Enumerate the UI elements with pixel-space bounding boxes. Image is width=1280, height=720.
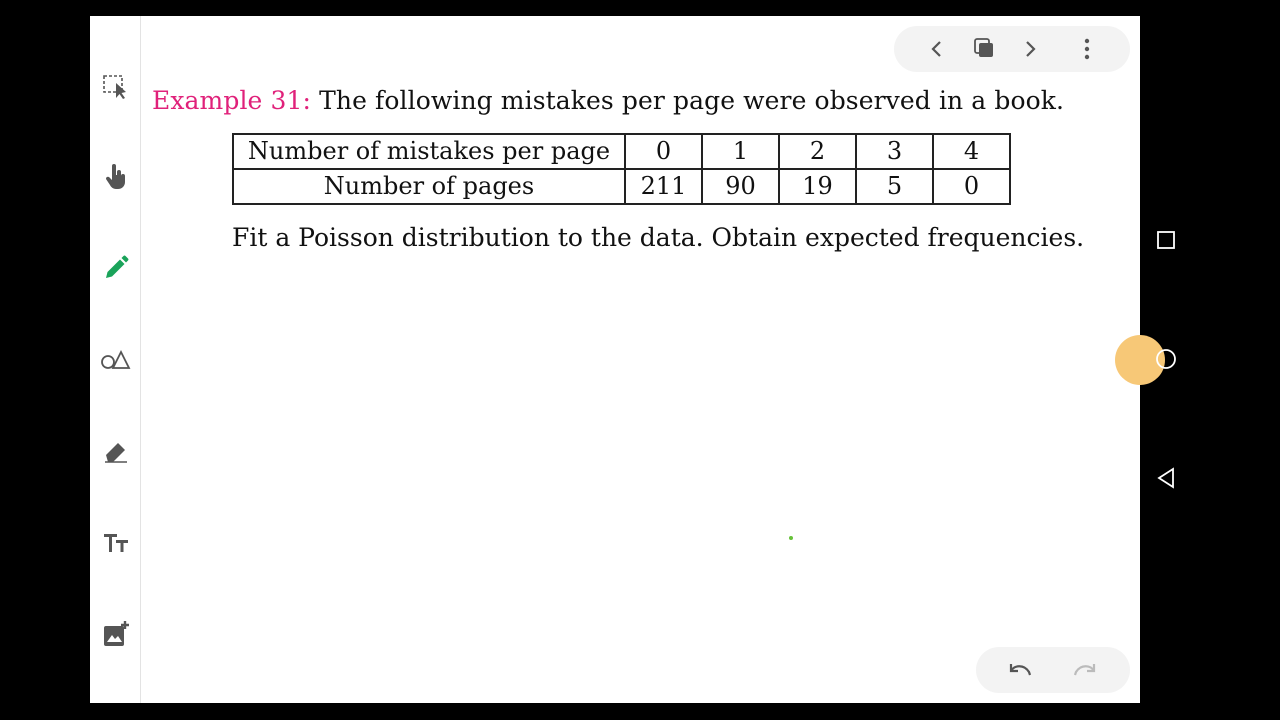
table-cell: 0: [933, 169, 1010, 204]
table-row: [233, 134, 1010, 169]
text-icon[interactable]: [101, 528, 131, 558]
back-triangle-icon[interactable]: [1153, 465, 1179, 491]
back-chevron-icon[interactable]: [922, 34, 952, 64]
mistakes-table: [232, 133, 1011, 205]
forward-chevron-icon[interactable]: [1015, 34, 1045, 64]
example-label: Example 31:: [152, 86, 312, 115]
redo-icon[interactable]: [1071, 655, 1101, 685]
table-cell: 3: [856, 134, 933, 169]
more-vertical-icon[interactable]: [1072, 34, 1102, 64]
page-navigation-bar: [894, 26, 1130, 72]
table-cell: 1: [702, 134, 779, 169]
example-heading: [152, 86, 1064, 115]
undo-redo-bar: [976, 647, 1130, 693]
copy-pages-icon[interactable]: [969, 34, 999, 64]
table-cell: 0: [625, 134, 702, 169]
pen-icon[interactable]: [101, 253, 131, 283]
table-cell: 5: [856, 169, 933, 204]
instruction-text: Fit a Poisson distribution to the data. Obtain expected frequencies.: [232, 223, 1085, 252]
recents-square-icon[interactable]: [1153, 227, 1179, 253]
table-cell: 4: [933, 134, 1010, 169]
add-image-icon[interactable]: [101, 619, 131, 649]
example-text: The following mistakes per page were observed in a book.: [311, 86, 1065, 115]
table-cell: 211: [625, 169, 702, 204]
undo-icon[interactable]: [1004, 655, 1034, 685]
ink-dot: [789, 536, 793, 540]
row-header-mistakes: Number of mistakes per page: [233, 134, 625, 169]
note-canvas[interactable]: [90, 16, 1140, 703]
table-row: [233, 169, 1010, 204]
table-cell: 90: [702, 169, 779, 204]
eraser-icon[interactable]: [101, 436, 131, 466]
table-cell: 19: [779, 169, 856, 204]
left-toolbar: [90, 16, 141, 703]
home-circle-icon[interactable]: [1153, 346, 1179, 372]
row-header-pages: Number of pages: [233, 169, 625, 204]
hand-icon[interactable]: [101, 162, 131, 192]
shapes-icon[interactable]: [101, 344, 131, 374]
lasso-select-icon[interactable]: [101, 72, 131, 102]
table-cell: 2: [779, 134, 856, 169]
